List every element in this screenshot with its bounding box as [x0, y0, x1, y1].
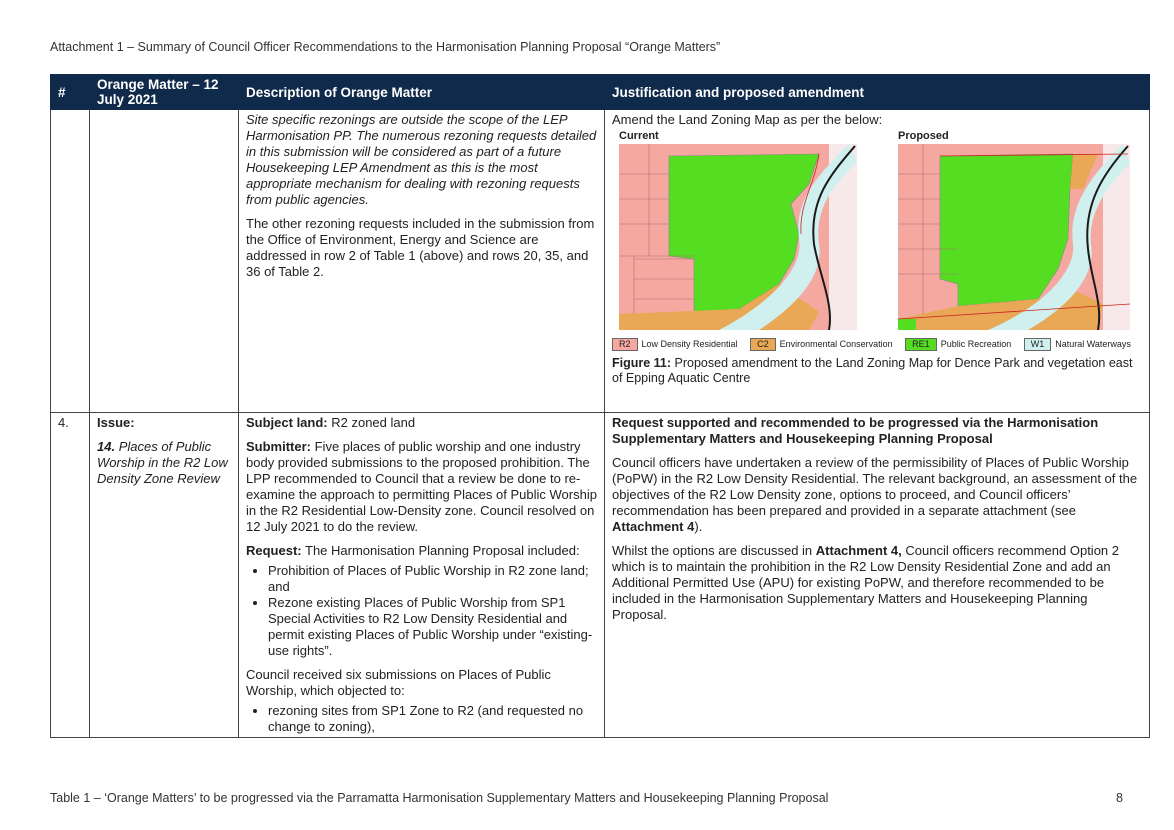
objection-list — [246, 703, 597, 735]
figure-caption-text: Proposed amendment to the Land Zoning Map for Dence Park and vegetation east of Epping Aquatic Centre — [612, 356, 1133, 385]
row2-number-cell — [51, 413, 90, 738]
legend-swatch-r2: R2 — [612, 338, 638, 351]
col-header-number: # — [51, 75, 90, 110]
col-header-description: Description of Orange Matter — [239, 75, 605, 110]
row1-number-cell — [51, 110, 90, 413]
legend-label-w1: Natural Waterways — [1055, 339, 1131, 349]
row1-justification-cell — [605, 110, 1150, 413]
justification-p1: Council officers have undertaken a review of the permissibility of Places of Public Worship (PoPW) in the R2 Low Density Residential. The relevant background, an assessment of the objectives of the R2 Low Density zone, options to proceed, and Council officers’ recommendation has been prepared and provided in a separate attachment (see Attachment 4). — [612, 455, 1138, 534]
table-row — [51, 413, 1150, 738]
list-item: • Rezone existing Places of Public Worship from SP1 Special Activities to R2 Low Density Residential and permit existing Places of Public Worship under “existing-use rights”. — [268, 595, 597, 659]
row2-description-cell — [239, 413, 605, 738]
issue-label: Issue: — [97, 415, 135, 430]
orange-matters-table — [50, 74, 1150, 738]
row2-justification-cell — [605, 413, 1150, 738]
map-proposed-label: Proposed — [898, 130, 949, 142]
page-header: Attachment 1 – Summary of Council Officer Recommendations to the Harmonisation Planning Proposal “Orange Matters” — [50, 40, 721, 54]
submitter-text: Five places of public worship and one industry body provided submissions to the proposed prohibition. The LPP recommended to Council that a review be done to re-examine the approach to permitting Places of Public Worship in the R2 Residential Low-Density zone. Council resolved on 12 July 2021 to do the review. — [246, 439, 597, 534]
table-header-row — [51, 75, 1150, 110]
issue-number: 14. — [97, 439, 116, 454]
current-zoning-map — [619, 144, 857, 330]
row1-matter-cell — [90, 110, 239, 413]
justification-p2: Whilst the options are discussed in Attachment 4, Council officers recommend Option 2 which is to maintain the prohibition in the R2 Low Density Residential Zone and add an Additional Permitted Use (APU) for existing PoPW, and therefore recommended to be included in the Harmonisation Supplementary Matters and Housekeeping Planning Proposal. — [612, 543, 1119, 622]
proposed-zoning-map — [898, 144, 1130, 330]
row2-matter-cell — [90, 413, 239, 738]
legend-swatch-w1: W1 — [1024, 338, 1052, 351]
map-current-label: Current — [619, 130, 659, 142]
justification-heading: Request supported and recommended to be progressed via the Harmonisation Supplementary Matters and Housekeeping Planning Proposal — [612, 415, 1099, 446]
legend-label-re1: Public Recreation — [940, 339, 1012, 349]
row1-description-cell — [239, 110, 605, 413]
col-header-justification: Justification and proposed amendment — [605, 75, 1150, 110]
row1-desc-p1: Site specific rezonings are outside the scope of the LEP Harmonisation PP. The numerous rezoning requests detailed in this submission will be considered as part of a future Housekeeping LEP Amendment as this is the most appropriate mechanism for dealing with rezoning requests from public agencies. — [246, 112, 597, 207]
row1-desc-p2: The other rezoning requests included in the submission from the Office of Environment, Energy and Science are addressed in row 2 of Table 1 (above) and rows 20, 35, and 36 of Table 2. — [246, 216, 595, 279]
row-number: 4. — [58, 415, 69, 430]
legend-label-c2: Environmental Conservation — [779, 339, 893, 349]
legend-label-r2: Low Density Residential — [641, 339, 738, 349]
list-item: • rezoning sites from SP1 Zone to R2 (and requested no change to zoning), — [268, 703, 597, 735]
table-row — [51, 110, 1150, 413]
issue-title: Places of Public Worship in the R2 Low Density Zone Review — [97, 439, 228, 486]
page-number: 8 — [1116, 791, 1123, 805]
list-item: • Prohibition of Places of Public Worship in R2 zone land; and — [268, 563, 597, 595]
table-caption-footer: Table 1 – ‘Orange Matters’ to be progressed via the Parramatta Harmonisation Supplementary Matters and Housekeeping Planning Proposal — [50, 791, 829, 805]
figure-caption — [612, 356, 1142, 386]
request-label: Request: — [246, 543, 302, 558]
subject-text: R2 zoned land — [327, 415, 416, 430]
legend-swatch-c2: C2 — [750, 338, 776, 351]
submitter-label: Submitter: — [246, 439, 311, 454]
figure-caption-label: Figure 11: — [612, 356, 672, 370]
legend-swatch-re1: RE1 — [905, 338, 937, 351]
col-header-matter: Orange Matter – 12 July 2021 — [90, 75, 239, 110]
subject-label: Subject land: — [246, 415, 328, 430]
received-text: Council received six submissions on Places of Public Worship, which objected to: — [246, 667, 551, 698]
map-legend — [612, 336, 1142, 350]
row1-just-intro: Amend the Land Zoning Map as per the below: — [612, 112, 883, 127]
request-list — [246, 563, 597, 659]
request-text: The Harmonisation Planning Proposal included: — [301, 543, 580, 558]
